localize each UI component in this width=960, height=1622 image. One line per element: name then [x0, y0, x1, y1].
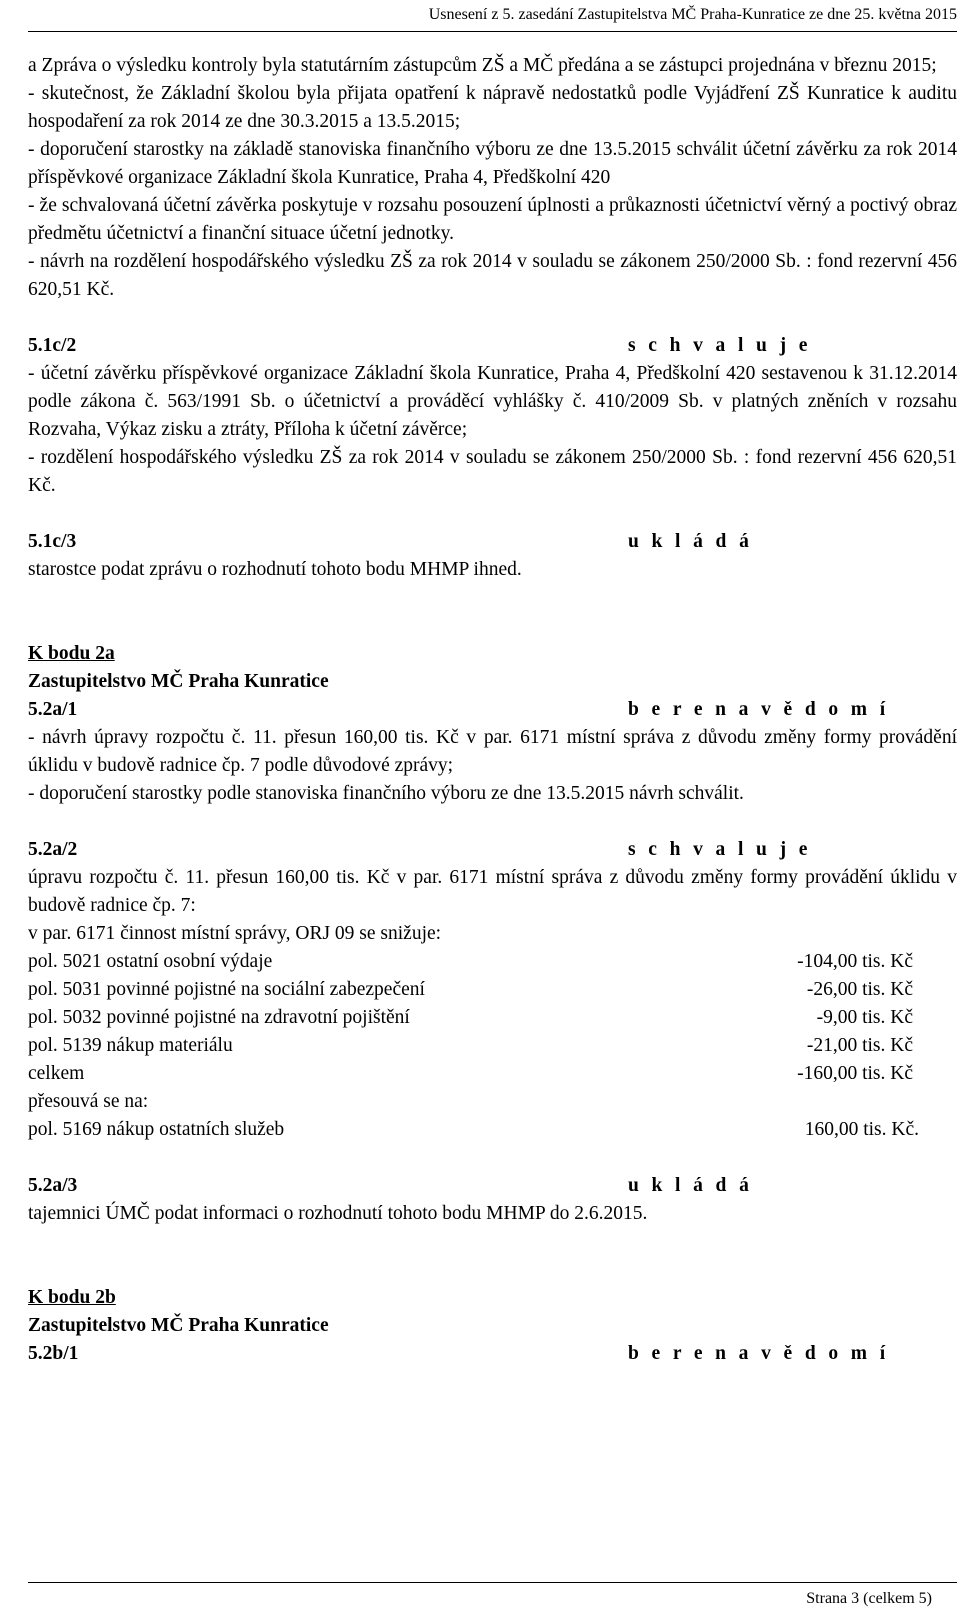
budget-item-amount: -160,00 tis. Kč — [797, 1063, 913, 1084]
resolution-number: 5.2a/2 — [28, 839, 78, 860]
budget-item-amount: -9,00 tis. Kč — [816, 1007, 913, 1028]
budget-row — [28, 1004, 913, 1032]
resolution-paragraph: - doporučení starostky podle stanoviska finančního výboru ze dne 13.5.2015 návrh schválit. — [28, 783, 744, 804]
resolution-verb: s c h v a l u j e — [628, 839, 812, 860]
resolution-paragraph: - návrh úpravy rozpočtu č. 11. přesun 160,00 tis. Kč v par. 6171 místní správa z důvodu změny formy provádění úklidu v budově radnice čp. 7 podle důvodové zprávy; — [28, 727, 957, 776]
budget-row — [28, 1060, 913, 1088]
page-header: Usnesení z 5. zasedání Zastupitelstva MČ Praha-Kunratice ze dne 25. května 2015 — [428, 6, 957, 23]
budget-item-amount: -104,00 tis. Kč — [797, 951, 913, 972]
resolution-number: 5.2b/1 — [28, 1343, 79, 1364]
resolution-paragraph: úpravu rozpočtu č. 11. přesun 160,00 tis. Kč v par. 6171 místní správa z důvodu změny formy provádění úklidu v budově radnice čp. 7: — [28, 867, 957, 916]
resolution-heading — [28, 528, 957, 556]
budget-item-label: pol. 5169 nákup ostatních služeb — [28, 1119, 285, 1140]
section-heading: K bodu 2b — [28, 1287, 116, 1308]
resolution-heading — [28, 332, 957, 360]
resolution-verb: b e r e n a v ě d o m í — [628, 699, 890, 720]
budget-item-label: celkem — [28, 1063, 85, 1084]
section-body-name: Zastupitelstvo MČ Praha Kunratice — [28, 671, 329, 692]
resolution-number: 5.1c/3 — [28, 531, 77, 552]
intro-paragraph: - doporučení starostky na základě stanoviska finančního výboru ze dne 13.5.2015 schválit účetní závěrku za rok 2014 příspěvkové organizace Základní škola Kunratice, Praha 4, Předškolní 420 — [28, 139, 957, 188]
resolution-verb: u k l á d á — [628, 531, 753, 552]
budget-item-label: pol. 5139 nákup materiálu — [28, 1035, 233, 1056]
resolution-number: 5.2a/3 — [28, 1175, 78, 1196]
resolution-paragraph: - účetní závěrku příspěvkové organizace Základní škola Kunratice, Praha 4, Předškolní 420 sestavenou k 31.12.2014 podle zákona č. 563/1991 Sb. o účetnictví a prováděcí vyhlášky č. 410/2009 Sb. v platných zněních v rozsahu Rozvaha, Výkaz zisku a ztráty, Příloha k účetní závěrce; — [28, 363, 957, 440]
budget-item-amount: -21,00 tis. Kč — [806, 1035, 913, 1056]
resolution-paragraph: starostce podat zprávu o rozhodnutí tohoto bodu MHMP ihned. — [28, 559, 522, 580]
resolution-paragraph: tajemnici ÚMČ podat informaci o rozhodnutí tohoto bodu MHMP do 2.6.2015. — [28, 1203, 648, 1224]
intro-paragraph: - že schvalovaná účetní závěrka poskytuje v rozsahu posouzení úplnosti a průkaznosti účetnictví věrný a poctivý obraz předmětu účetnictví a finanční situace účetní jednotky. — [28, 195, 957, 244]
budget-item-amount: 160,00 tis. Kč. — [804, 1119, 919, 1140]
budget-item-label: pol. 5031 povinné pojistné na sociální zabezpečení — [28, 979, 425, 1000]
intro-paragraph: - skutečnost, že Základní školou byla přijata opatření k nápravě nedostatků podle Vyjádření ZŠ Kunratice k auditu hospodaření za rok 2014 ze dne 30.3.2015 a 13.5.2015; — [28, 83, 957, 132]
budget-table — [28, 1116, 919, 1144]
budget-item-label: pol. 5021 ostatní osobní výdaje — [28, 951, 273, 972]
budget-reduce-label: v par. 6171 činnost místní správy, ORJ 09 se snižuje: — [28, 923, 442, 944]
budget-row — [28, 1032, 913, 1060]
resolution-heading — [28, 1172, 957, 1200]
budget-item-amount: -26,00 tis. Kč — [806, 979, 913, 1000]
section-body-name: Zastupitelstvo MČ Praha Kunratice — [28, 1315, 329, 1336]
intro-paragraph: - návrh na rozdělení hospodářského výsledku ZŠ za rok 2014 v souladu se zákonem 250/2000 Sb. : fond rezervní 456 620,51 Kč. — [28, 251, 957, 300]
budget-row — [28, 976, 913, 1004]
resolution-number: 5.1c/2 — [28, 335, 77, 356]
budget-row — [28, 948, 913, 976]
resolution-heading — [28, 836, 957, 864]
budget-item-label: pol. 5032 povinné pojistné na zdravotní pojištění — [28, 1007, 410, 1028]
resolution-verb: s c h v a l u j e — [628, 335, 812, 356]
budget-table — [28, 948, 913, 1088]
budget-row — [28, 1116, 919, 1144]
resolution-heading — [28, 1340, 957, 1368]
resolution-verb: b e r e n a v ě d o m í — [628, 1343, 890, 1364]
header-divider — [28, 31, 957, 32]
resolution-heading — [28, 696, 957, 724]
footer-divider — [28, 1582, 957, 1583]
page-number: Strana 3 (celkem 5) — [806, 1590, 932, 1607]
section-heading: K bodu 2a — [28, 643, 115, 664]
resolution-verb: u k l á d á — [628, 1175, 753, 1196]
intro-paragraph: a Zpráva o výsledku kontroly byla statutárním zástupcům ZŠ a MČ předána a se zástupci projednána v březnu 2015; — [28, 55, 937, 76]
budget-moved-label: přesouvá se na: — [28, 1091, 149, 1112]
document-body — [28, 52, 957, 1368]
resolution-number: 5.2a/1 — [28, 699, 78, 720]
resolution-paragraph: - rozdělení hospodářského výsledku ZŠ za rok 2014 v souladu se zákonem 250/2000 Sb. : fond rezervní 456 620,51 Kč. — [28, 447, 957, 496]
